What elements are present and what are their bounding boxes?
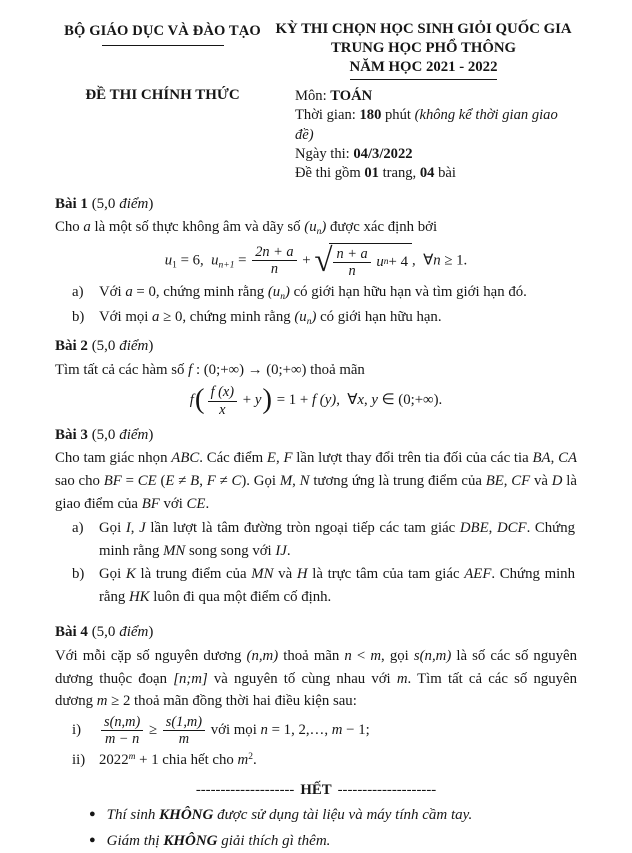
problem-4-item-i — [55, 714, 577, 747]
problem-3-heading: Bài 3 (5,0 điểm) — [55, 426, 154, 443]
item-a-label: a) — [72, 519, 84, 536]
exam-title-line1: KỲ THI CHỌN HỌC SINH GIỎI QUỐC GIA — [275, 21, 572, 37]
problem-1-item-b — [55, 306, 577, 330]
ministry-name: BỘ GIÁO DỤC VÀ ĐÀO TẠO — [64, 23, 261, 39]
problem-4-item-ii — [55, 749, 577, 772]
official-exam-label: ĐỀ THI CHÍNH THỨC — [85, 86, 240, 103]
item-b-label: b) — [72, 308, 85, 325]
separator-dashes-left: -------------------- — [195, 782, 295, 799]
bullet-icon: ● — [89, 808, 96, 821]
item-a-label: a) — [72, 283, 84, 300]
problem-1-item-a — [55, 281, 577, 305]
problem-4-intro: Với mỗi cặp số nguyên dương (n,m) thoả mãn n < m, gọi s(n,m) là số các số nguyên dương thuộc đoạn [n;m] và nguyên tố cùng nhau với m. Tìm tất cả các số nguyên dương m ≥ 2 thoả mãn đồng thời hai điều kiện sau: — [55, 647, 577, 710]
item-ii-label: ii) — [72, 751, 86, 768]
footer-note-1-text: Thí sinh KHÔNG được sử dụng tài liệu và máy tính cầm tay. — [106, 807, 473, 824]
item-b-text: Với mọi a ≥ 0, chứng minh rằng $(u_n)$ có giới hạn hữu hạn. — [99, 308, 442, 327]
bullet-icon: ● — [89, 833, 96, 846]
radical-sign: √ — [314, 242, 333, 279]
item-b-label: b) — [72, 566, 85, 583]
document-footer — [55, 779, 577, 852]
end-label: HẾT — [300, 782, 332, 799]
exam-date-line: Ngày thi: 04/3/2022 — [295, 145, 413, 162]
exam-title-line3 — [270, 58, 577, 79]
problem-2-formula: f( $\frac{f (x)}{x}$ + y) = 1 + f (y), ∀x, y ∈ (0;+∞). — [189, 383, 443, 418]
subject-line: Môn: TOÁN — [295, 87, 373, 104]
item-i-label: i) — [72, 722, 82, 739]
ministry-underline — [102, 45, 224, 46]
problem-4-heading: Bài 4 (5,0 điểm) — [55, 624, 154, 641]
problem-3 — [55, 424, 577, 610]
problem-1 — [55, 193, 577, 330]
footer-note-2 — [89, 830, 577, 853]
exam-title — [270, 20, 577, 80]
school-year-underlined: NĂM HỌC 2021 - 2022 — [350, 58, 498, 79]
problem-2-heading: Bài 2 (5,0 điểm) — [55, 338, 154, 355]
footer-note-2-text: Giám thị KHÔNG giải thích gì thêm. — [106, 832, 331, 849]
problem-3-item-a — [55, 517, 577, 563]
duration-line: Thời gian: 180 phút (không kể thời gian giao đề) — [295, 107, 558, 143]
exam-info-block — [295, 87, 577, 184]
problem-2 — [55, 335, 577, 417]
item-ii-text: $2022^m + 1$ chia hết cho $m^2$. — [99, 751, 257, 768]
footer-note-1 — [89, 804, 577, 827]
header-right-column — [270, 20, 577, 184]
item-a-text: Gọi I, J lần lượt là tâm đường tròn ngoại tiếp các tam giác DBE, DCF. Chứng minh rằng MN song song với IJ. — [99, 519, 576, 559]
problem-3-item-b — [55, 563, 577, 609]
header-left-column — [55, 20, 270, 184]
end-separator — [55, 779, 577, 802]
problem-3-intro: Cho tam giác nhọn ABC. Các điểm E, F lần lượt thay đổi trên tia đối của các tia BA, CA sao cho BF = CE (E ≠ B, F ≠ C). Gọi M, N tương ứng là trung điểm của BE, CF và D là giao điểm của BF với CE. — [55, 449, 578, 512]
item-i-text: $\frac{s(n,m)}{m - n}$ ≥ $\frac{s(1,m)}{m}$ với mọi n = 1, 2,…, m − 1; — [99, 714, 577, 747]
item-b-text: Gọi K là trung điểm của MN và H là trực tâm của tam giác AEF. Chứng minh rằng HK luôn đi qua một điểm cố định. — [99, 566, 575, 606]
item-a-text: Với a = 0, chứng minh rằng $(u_n)$ có giới hạn hữu hạn và tìm giới hạn đó. — [99, 283, 527, 302]
problem-1-heading: Bài 1 (5,0 điểm) — [55, 195, 154, 212]
problem-4 — [55, 621, 577, 771]
problem-1-formula: $u_1 = 6$, $u_{n+1}$ = $\frac{2n + a}{n}$ + √ $\frac{n + a}{n}$ u n + 4 , ∀n ≥ 1. — [164, 242, 468, 279]
problem-1-intro: Cho a là một số thực không âm và dãy số $(u_n)$ được xác định bởi — [55, 218, 438, 237]
separator-dashes-right: -------------------- — [337, 782, 437, 799]
problem-2-intro: Tìm tất cả các hàm số f : (0;+∞) → (0;+∞) thoả mãn — [55, 361, 365, 378]
exam-title-line2: TRUNG HỌC PHỔ THÔNG — [330, 40, 517, 57]
document-header — [55, 20, 577, 184]
page-count-line: Đề thi gồm 01 trang, 04 bài — [295, 165, 456, 182]
